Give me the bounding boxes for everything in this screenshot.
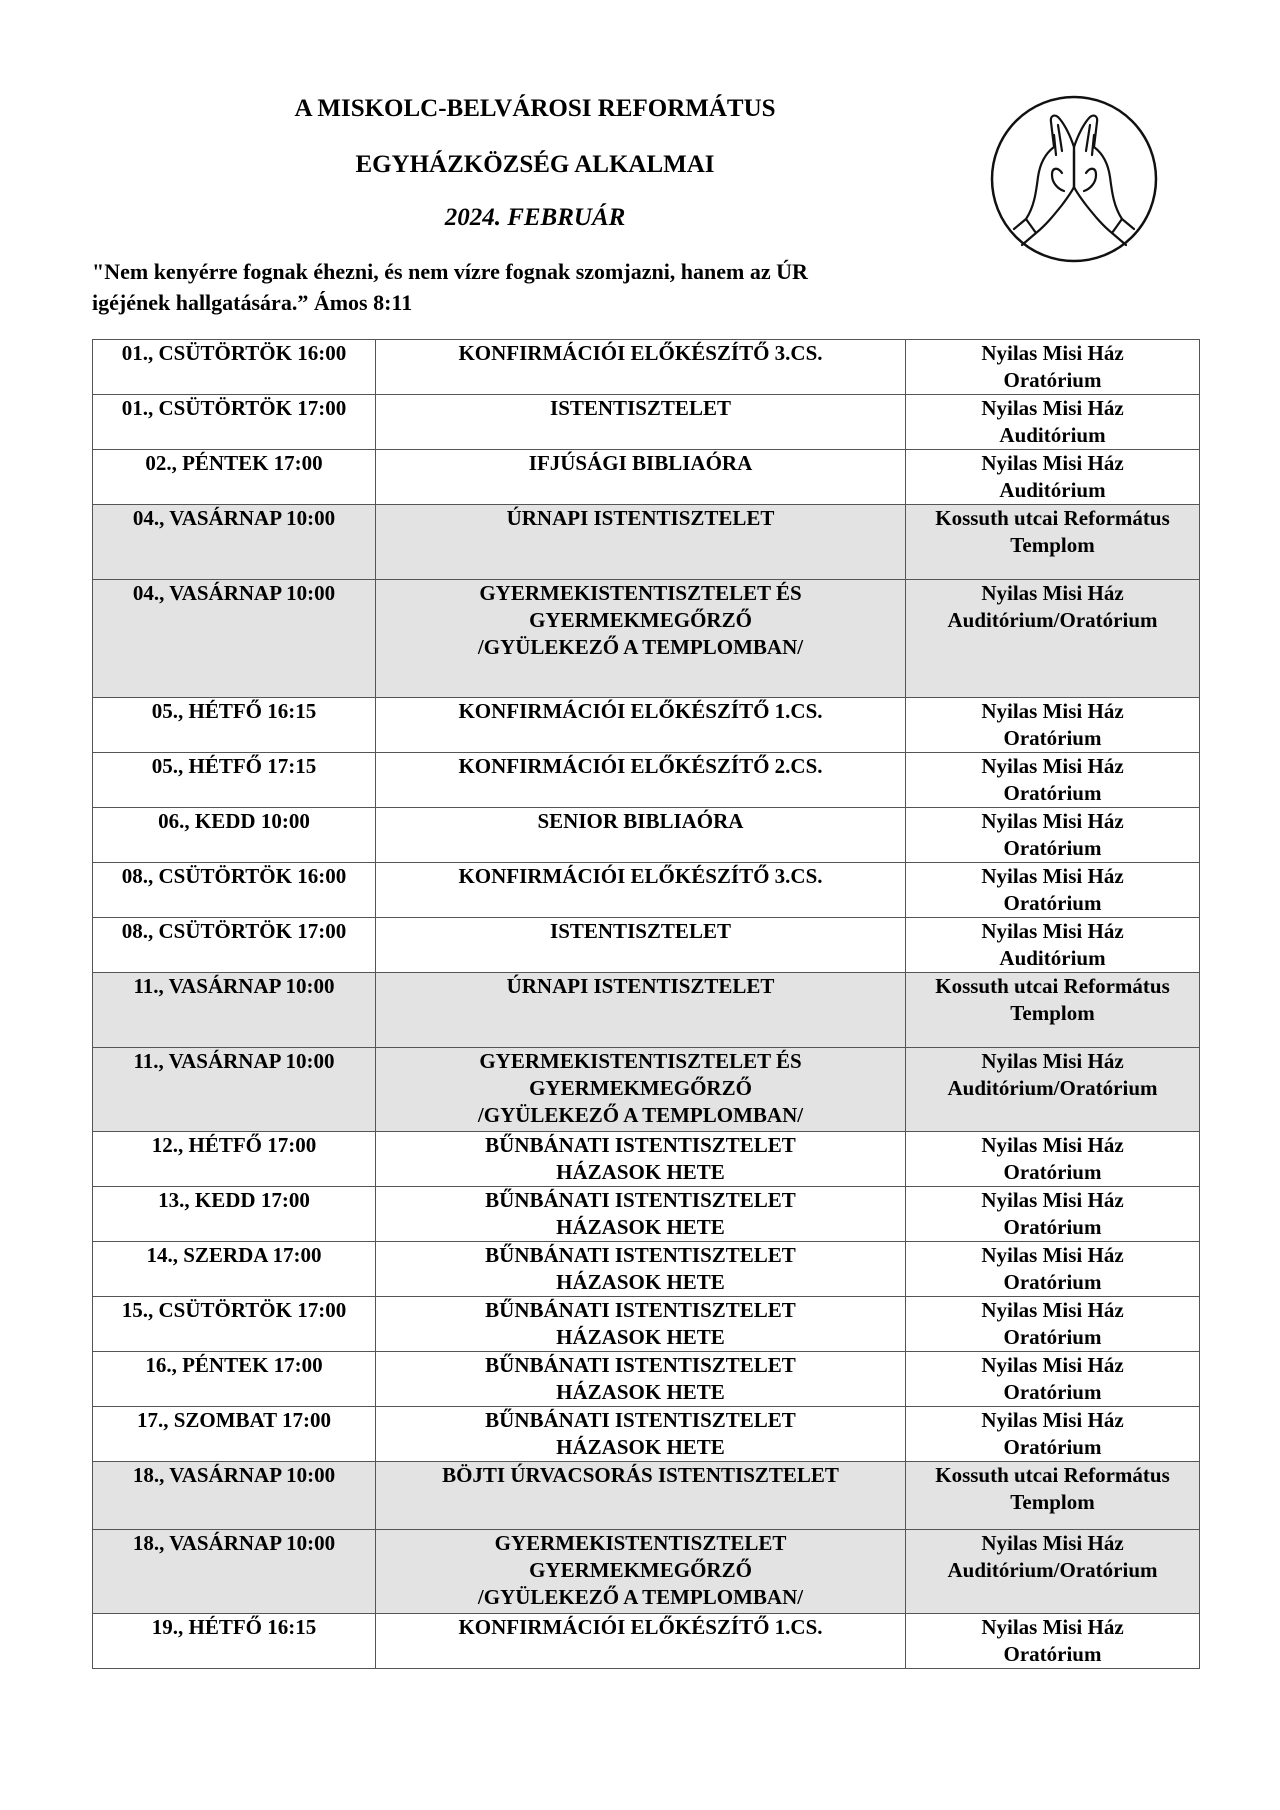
table-row — [93, 580, 1200, 698]
location-line: Nyilas Misi Ház — [981, 864, 1124, 888]
location-line: Nyilas Misi Ház — [981, 1298, 1124, 1322]
location-line: Auditórium/Oratórium — [947, 608, 1158, 632]
location-line: Oratórium — [1003, 1435, 1102, 1459]
location-line: Nyilas Misi Ház — [981, 919, 1124, 943]
table-row — [93, 1132, 1200, 1187]
event-cell — [376, 1352, 906, 1407]
location-cell — [906, 505, 1200, 580]
location-line: Nyilas Misi Ház — [981, 341, 1124, 365]
date-time-cell: 19., HÉTFŐ 16:15 — [93, 1614, 376, 1669]
location-line: Nyilas Misi Ház — [981, 1408, 1124, 1432]
date-time-cell: 04., VASÁRNAP 10:00 — [93, 580, 376, 698]
table-row — [93, 863, 1200, 918]
location-line: Auditórium — [999, 478, 1106, 502]
location-cell — [906, 1407, 1200, 1462]
bible-quote-line2: igéjének hallgatására.” Ámos 8:11 — [92, 290, 413, 315]
location-line: Oratórium — [1003, 781, 1102, 805]
location-cell — [906, 1614, 1200, 1669]
location-cell — [906, 450, 1200, 505]
event-cell — [376, 1462, 906, 1530]
table-row — [93, 1297, 1200, 1352]
event-line: BŰNBÁNATI ISTENTISZTELET — [485, 1353, 796, 1377]
location-cell — [906, 1242, 1200, 1297]
location-line: Oratórium — [1003, 1642, 1102, 1666]
event-line: /GYÜLEKEZŐ A TEMPLOMBAN/ — [477, 635, 804, 659]
location-line: Nyilas Misi Ház — [981, 1243, 1124, 1267]
event-line: GYERMEKMEGŐRZŐ — [529, 1558, 752, 1582]
date-time-cell: 15., CSÜTÖRTÖK 17:00 — [93, 1297, 376, 1352]
date-time-cell: 02., PÉNTEK 17:00 — [93, 450, 376, 505]
location-line: Oratórium — [1003, 368, 1102, 392]
location-cell — [906, 918, 1200, 973]
location-cell — [906, 1132, 1200, 1187]
event-line: BÖJTI ÚRVACSORÁS ISTENTISZTELET — [442, 1463, 839, 1487]
schedule-table — [92, 339, 1200, 1669]
event-cell — [376, 1530, 906, 1614]
location-cell — [906, 863, 1200, 918]
date-time-cell: 14., SZERDA 17:00 — [93, 1242, 376, 1297]
event-cell — [376, 340, 906, 395]
table-row — [93, 973, 1200, 1048]
table-row — [93, 450, 1200, 505]
location-line: Nyilas Misi Ház — [981, 754, 1124, 778]
location-line: Nyilas Misi Ház — [981, 581, 1124, 605]
event-line: HÁZASOK HETE — [556, 1325, 725, 1349]
date-time-cell: 08., CSÜTÖRTÖK 17:00 — [93, 918, 376, 973]
header-date: 2024. FEBRUÁR — [444, 204, 626, 231]
event-line: GYERMEKMEGŐRZŐ — [529, 1076, 752, 1100]
date-time-cell: 18., VASÁRNAP 10:00 — [93, 1462, 376, 1530]
location-cell — [906, 1048, 1200, 1132]
event-line: HÁZASOK HETE — [556, 1160, 725, 1184]
location-line: Nyilas Misi Ház — [981, 1133, 1124, 1157]
event-cell — [376, 863, 906, 918]
header-title-line1: A MISKOLC-BELVÁROSI REFORMÁTUS — [294, 95, 776, 122]
event-line: BŰNBÁNATI ISTENTISZTELET — [485, 1133, 796, 1157]
location-line: Oratórium — [1003, 891, 1102, 915]
event-line: HÁZASOK HETE — [556, 1380, 725, 1404]
event-line: GYERMEKISTENTISZTELET ÉS — [479, 1049, 802, 1073]
date-time-cell: 11., VASÁRNAP 10:00 — [93, 973, 376, 1048]
event-cell — [376, 395, 906, 450]
date-time-cell: 11., VASÁRNAP 10:00 — [93, 1048, 376, 1132]
date-time-cell: 08., CSÜTÖRTÖK 16:00 — [93, 863, 376, 918]
location-cell — [906, 340, 1200, 395]
event-line: ÚRNAPI ISTENTISZTELET — [506, 506, 775, 530]
event-cell — [376, 1187, 906, 1242]
event-cell — [376, 580, 906, 698]
event-line: KONFIRMÁCIÓI ELŐKÉSZÍTŐ 3.CS. — [458, 341, 823, 365]
event-line: KONFIRMÁCIÓI ELŐKÉSZÍTŐ 3.CS. — [458, 864, 823, 888]
event-line: GYERMEKISTENTISZTELET — [494, 1531, 787, 1555]
event-line: BŰNBÁNATI ISTENTISZTELET — [485, 1408, 796, 1432]
location-line: Oratórium — [1003, 1325, 1102, 1349]
location-line: Templom — [1010, 1001, 1095, 1025]
location-line: Kossuth utcai Református — [935, 506, 1170, 530]
event-line: KONFIRMÁCIÓI ELŐKÉSZÍTŐ 1.CS. — [458, 699, 823, 723]
location-cell — [906, 698, 1200, 753]
event-line: KONFIRMÁCIÓI ELŐKÉSZÍTŐ 1.CS. — [458, 1615, 823, 1639]
location-line: Kossuth utcai Református — [935, 1463, 1170, 1487]
table-row — [93, 918, 1200, 973]
table-row — [93, 1407, 1200, 1462]
schedule-body — [93, 340, 1200, 1669]
table-row — [93, 1242, 1200, 1297]
location-line: Oratórium — [1003, 1215, 1102, 1239]
date-time-cell: 13., KEDD 17:00 — [93, 1187, 376, 1242]
location-line: Templom — [1010, 1490, 1095, 1514]
date-time-cell: 05., HÉTFŐ 17:15 — [93, 753, 376, 808]
event-line: BŰNBÁNATI ISTENTISZTELET — [485, 1243, 796, 1267]
event-line: KONFIRMÁCIÓI ELŐKÉSZÍTŐ 2.CS. — [458, 754, 823, 778]
event-cell — [376, 918, 906, 973]
table-row — [93, 395, 1200, 450]
location-cell — [906, 580, 1200, 698]
praying-hands-icon — [990, 95, 1158, 263]
location-line: Nyilas Misi Ház — [981, 1615, 1124, 1639]
table-row — [93, 505, 1200, 580]
event-line: /GYÜLEKEZŐ A TEMPLOMBAN/ — [477, 1103, 804, 1127]
date-time-cell: 04., VASÁRNAP 10:00 — [93, 505, 376, 580]
event-line: IFJÚSÁGI BIBLIAÓRA — [528, 451, 753, 475]
date-time-cell: 18., VASÁRNAP 10:00 — [93, 1530, 376, 1614]
location-cell — [906, 753, 1200, 808]
event-line: BŰNBÁNATI ISTENTISZTELET — [485, 1188, 796, 1212]
event-line: GYERMEKMEGŐRZŐ — [529, 608, 752, 632]
event-cell — [376, 505, 906, 580]
location-line: Oratórium — [1003, 726, 1102, 750]
event-cell — [376, 450, 906, 505]
date-time-cell: 01., CSÜTÖRTÖK 17:00 — [93, 395, 376, 450]
event-line: /GYÜLEKEZŐ A TEMPLOMBAN/ — [477, 1585, 804, 1609]
location-cell — [906, 1462, 1200, 1530]
location-cell — [906, 1530, 1200, 1614]
table-row — [93, 808, 1200, 863]
table-row — [93, 1614, 1200, 1669]
event-cell — [376, 753, 906, 808]
location-line: Auditórium — [999, 946, 1106, 970]
event-cell — [376, 808, 906, 863]
table-row — [93, 698, 1200, 753]
table-row — [93, 340, 1200, 395]
location-line: Oratórium — [1003, 1380, 1102, 1404]
location-cell — [906, 973, 1200, 1048]
event-line: GYERMEKISTENTISZTELET ÉS — [479, 581, 802, 605]
date-time-cell: 16., PÉNTEK 17:00 — [93, 1352, 376, 1407]
bible-quote — [92, 256, 972, 318]
event-cell — [376, 1407, 906, 1462]
location-line: Kossuth utcai Református — [935, 974, 1170, 998]
event-line: HÁZASOK HETE — [556, 1270, 725, 1294]
location-line: Templom — [1010, 533, 1095, 557]
location-line: Auditórium — [999, 423, 1106, 447]
event-line: HÁZASOK HETE — [556, 1435, 725, 1459]
date-time-cell: 17., SZOMBAT 17:00 — [93, 1407, 376, 1462]
event-cell — [376, 698, 906, 753]
event-cell — [376, 973, 906, 1048]
location-line: Nyilas Misi Ház — [981, 1531, 1124, 1555]
bible-quote-line1: "Nem kenyérre fognak éhezni, és nem vízre fognak szomjazni, hanem az ÚR — [92, 259, 808, 284]
location-cell — [906, 808, 1200, 863]
location-line: Auditórium/Oratórium — [947, 1076, 1158, 1100]
location-line: Nyilas Misi Ház — [981, 1353, 1124, 1377]
location-line: Nyilas Misi Ház — [981, 699, 1124, 723]
location-line: Oratórium — [1003, 1270, 1102, 1294]
event-line: ÚRNAPI ISTENTISZTELET — [506, 974, 775, 998]
location-cell — [906, 1297, 1200, 1352]
table-row — [93, 1352, 1200, 1407]
event-cell — [376, 1242, 906, 1297]
table-row — [93, 1187, 1200, 1242]
date-time-cell: 06., KEDD 10:00 — [93, 808, 376, 863]
event-cell — [376, 1297, 906, 1352]
event-cell — [376, 1132, 906, 1187]
table-row — [93, 1048, 1200, 1132]
event-cell — [376, 1048, 906, 1132]
table-row — [93, 1530, 1200, 1614]
location-line: Nyilas Misi Ház — [981, 1049, 1124, 1073]
event-line: HÁZASOK HETE — [556, 1215, 725, 1239]
location-line: Oratórium — [1003, 836, 1102, 860]
event-line: ISTENTISZTELET — [550, 396, 731, 420]
event-line: ISTENTISZTELET — [550, 919, 731, 943]
date-time-cell: 01., CSÜTÖRTÖK 16:00 — [93, 340, 376, 395]
location-line: Nyilas Misi Ház — [981, 396, 1124, 420]
location-line: Nyilas Misi Ház — [981, 1188, 1124, 1212]
date-time-cell: 05., HÉTFŐ 16:15 — [93, 698, 376, 753]
header-title-line2: EGYHÁZKÖZSÉG ALKALMAI — [355, 151, 715, 178]
location-cell — [906, 395, 1200, 450]
event-cell — [376, 1614, 906, 1669]
location-cell — [906, 1352, 1200, 1407]
location-line: Nyilas Misi Ház — [981, 451, 1124, 475]
event-line: SENIOR BIBLIAÓRA — [537, 809, 744, 833]
table-row — [93, 1462, 1200, 1530]
event-line: BŰNBÁNATI ISTENTISZTELET — [485, 1298, 796, 1322]
location-line: Oratórium — [1003, 1160, 1102, 1184]
date-time-cell: 12., HÉTFŐ 17:00 — [93, 1132, 376, 1187]
location-cell — [906, 1187, 1200, 1242]
location-line: Auditórium/Oratórium — [947, 1558, 1158, 1582]
table-row — [93, 753, 1200, 808]
location-line: Nyilas Misi Ház — [981, 809, 1124, 833]
